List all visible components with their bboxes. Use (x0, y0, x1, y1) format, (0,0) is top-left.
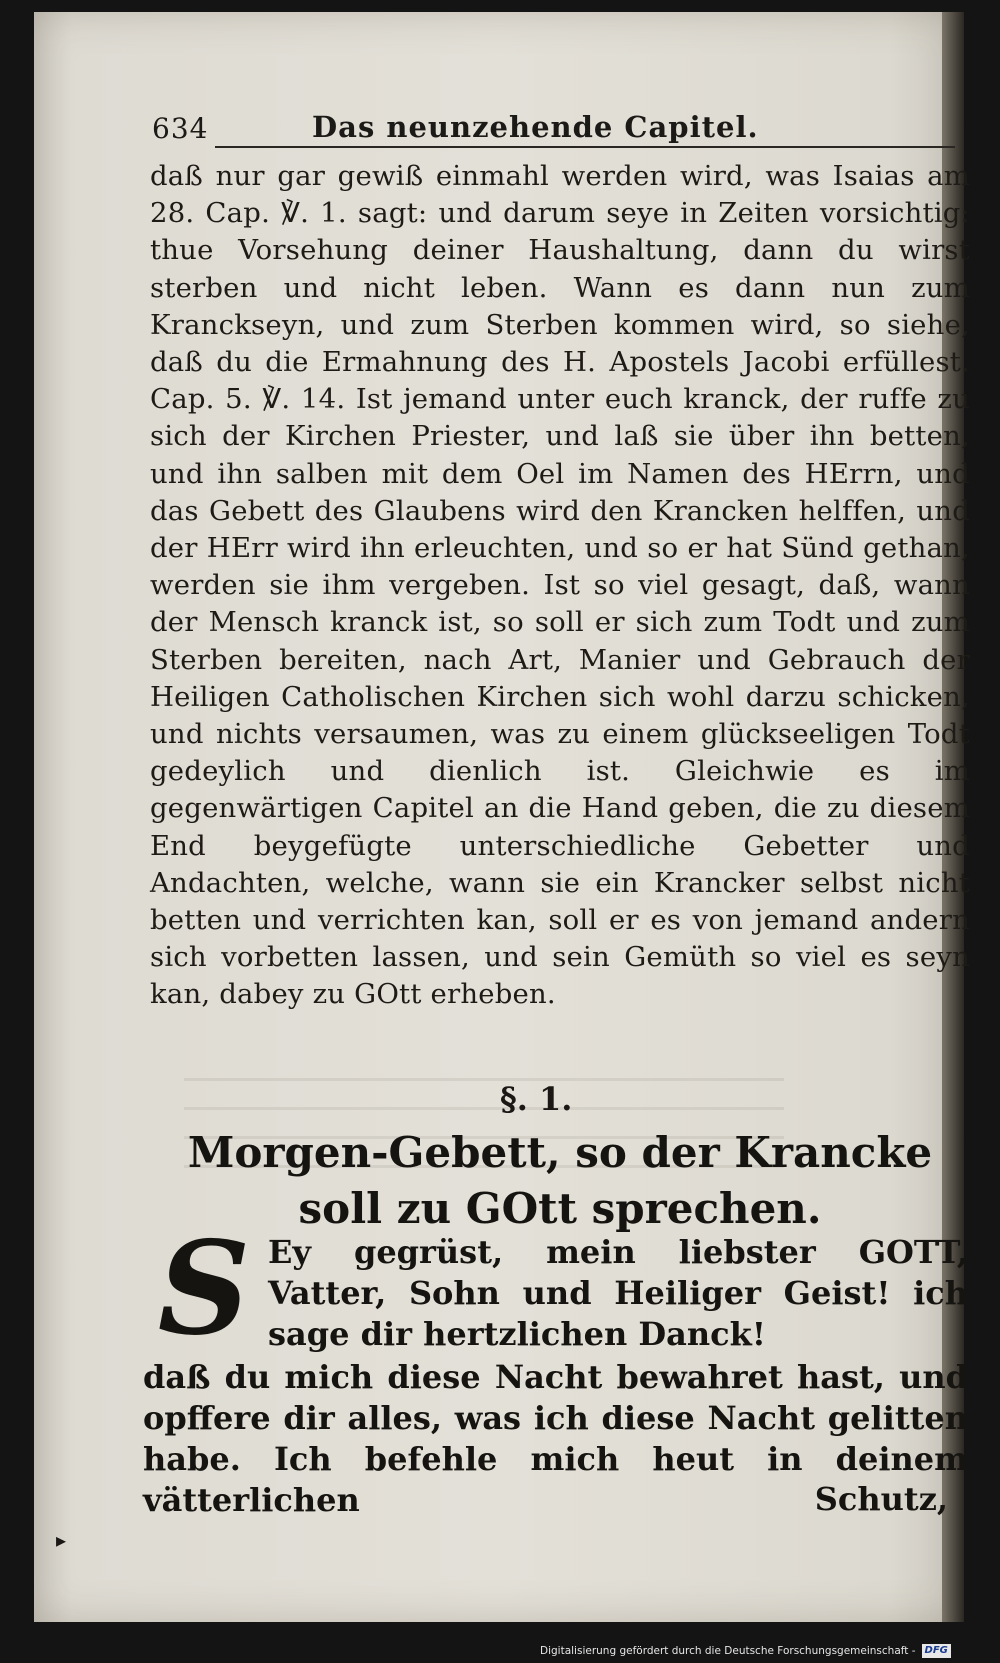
header-rule (215, 146, 955, 148)
dfg-logo: DFG (922, 1644, 951, 1658)
page-header (112, 108, 962, 150)
drop-cap-initial: S (157, 1214, 251, 1364)
body-paragraph: daß nur gar gewiß einmahl werden wird, was Isaias am 28. Cap. ℣. 1. sagt: und darum seye in Zeiten vorsichtig: thue Vorsehung deiner Haushaltung, dann du wirst sterben und nicht leben. Wann es dann nun zum Kranckseyn, und zum Sterben kommen wird, so siehe, daß du die Ermahnung des H. Apostels Jacobi erfüllest. Cap. 5. ℣. 14. Ist jemand unter euch kranck, der ruffe zu sich der Kirchen Priester, und laß sie über ihn betten, und ihn salben mit dem Oel im Namen des HErrn, und das Gebett des Glaubens wird den Krancken helffen, und der HErr wird ihn erleuchten, und so er hat Sünd gethan, werden sie ihm vergeben. Ist so viel gesagt, daß, wann der Mensch kranck ist, so soll er sich zum Todt und zum Sterben bereiten, nach Art, Manier und Gebrauch der Heiligen Catholischen Kirchen sich wohl darzu schicken, und nichts versaumen, was zu einem glückseeligen Todt gedeylich und dienlich ist. Gleichwie es im gegenwärtigen Capitel an die Hand geben, die zu diesem End beygefügte unterschiedliche Gebetter und Andachten, welche, wann sie ein Krancker selbst nicht betten und verrichten kan, soll er es von jemand andern sich vorbetten lassen, und sein Gemüth so viel es seyn kan, dabey zu GOtt erheben. (150, 160, 970, 1011)
margin-mark: ▸ (56, 1528, 67, 1552)
prayer-title: Morgen-Gebett, so der Krancke soll zu GOtt sprechen. (187, 1128, 933, 1233)
digitization-footer (540, 1642, 951, 1660)
prayer-opening: Ey gegrüst, mein liebster GOTT, Vatter, Sohn und Heiliger Geist! ich sage dir hertzlichen Danck! (268, 1233, 968, 1353)
footer-credit: Digitalisierung gefördert durch die Deutsche Forschungsgemeinschaft - (540, 1645, 916, 1657)
section-mark: §. 1. (500, 1080, 573, 1118)
catchword: Schutz, (814, 1480, 948, 1518)
running-title: Das neunzehende Capitel. (312, 110, 759, 144)
page-number: 634 (152, 112, 209, 145)
prayer-text: daß du mich diese Nacht bewahret hast, und opffere dir alles, was ich diese Nacht gelitten habe. Ich befehle mich heut in deinem vätterlichen (143, 1358, 968, 1519)
